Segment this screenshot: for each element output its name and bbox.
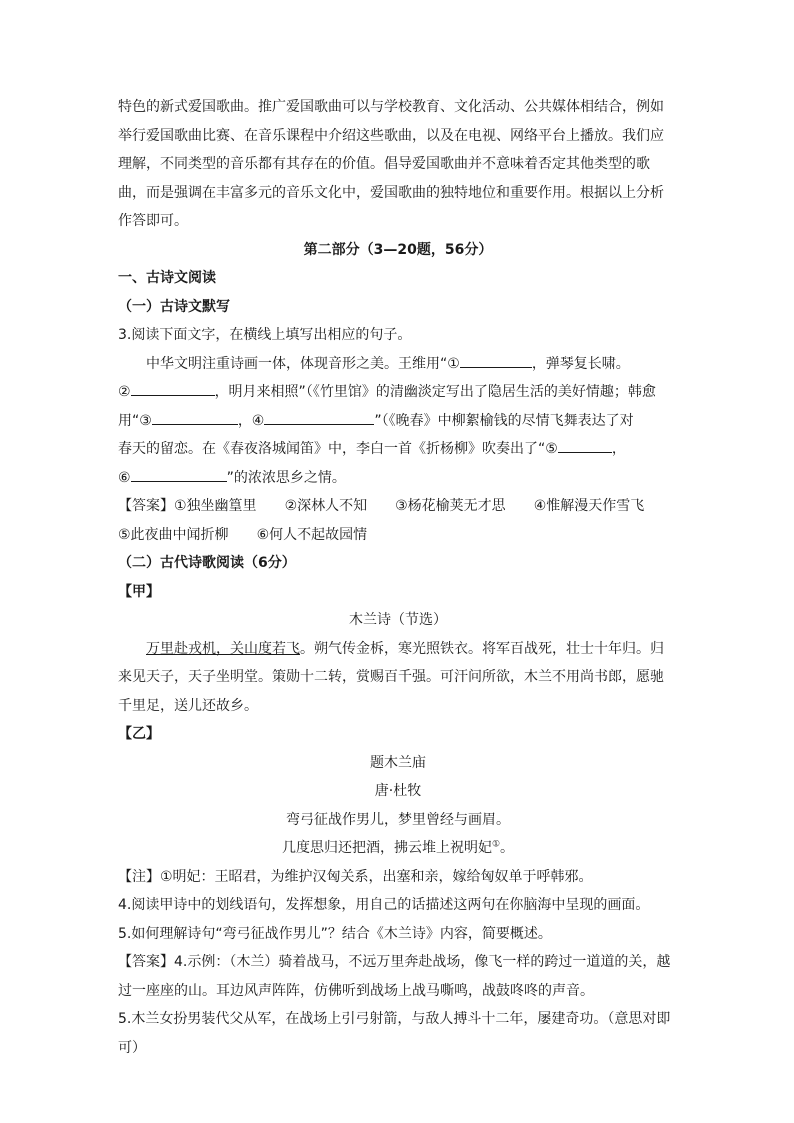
answer45-line: 【答案】4.示例：（木兰）骑着战马，不远万里奔赴战场，像飞一样的跨过一道道的关，越: [118, 954, 671, 970]
q3-text: ”（《晚春》中柳絮榆钱的尽情飞舞表达了对: [374, 412, 634, 429]
q3-text: ，明月来相照”（《竹里馆》的清幽淡定写出了隐居生活的美好情趣；韩愈: [214, 384, 656, 400]
poem2-line: [118, 834, 678, 863]
poem1-line: 来见天子，天子坐明堂。策勋十二转，赏赐百千强。可汗问所欲，木兰不用尚书郎，愿驰: [118, 669, 664, 685]
q3-line: [118, 378, 678, 407]
q3-text: ②: [118, 384, 131, 400]
poem2-author: 唐·杜牧: [374, 783, 422, 799]
q3-text: 春天的留恋。在《春夜洛城闻笛》中，李白一首《折杨柳》吹奏出了“⑤: [118, 441, 558, 457]
poem1-line: 千里足，送儿还故乡。: [118, 697, 258, 714]
poem2-text: 几度思归还把酒，拂云堆上祝明妃: [281, 840, 492, 856]
answer-label: 【答案】: [118, 498, 174, 514]
fill-blank-3: [152, 409, 238, 425]
q3-text: 用“③: [118, 412, 152, 429]
q3-line: [118, 350, 678, 379]
q3-line: [118, 464, 678, 493]
q3-text: ，: [611, 441, 626, 457]
answer-item: ⑥何人不起故园情: [256, 526, 368, 543]
q3-text: ，④: [237, 412, 265, 429]
answer-item: ①独坐幽篁里: [174, 498, 257, 514]
poem2-line: 弯弓征战作男儿，梦里曾经与画眉。: [286, 811, 510, 828]
intro-line: 理解，不同类型的音乐都有其存在的价值。倡导爱国歌曲并不意味着否定其他类型的歌: [118, 156, 650, 172]
intro-line: 曲，而是强调在丰富多元的音乐文化中，爱国歌曲的独特地位和重要作用。根据以上分析: [118, 184, 664, 201]
fill-blank-5: [558, 437, 612, 453]
fill-blank-4: [264, 409, 374, 425]
section1-title: 一、古诗文阅读: [118, 270, 216, 286]
fill-blank-2: [131, 380, 215, 396]
q4-prompt: 4.阅读甲诗中的划线语句，发挥想象，用自己的话描述这两句在你脑海中呈现的画面。: [118, 897, 650, 913]
footnote-mark: ①: [491, 839, 501, 850]
q5-prompt: 5.如何理解诗句“弯弓征战作男儿”？结合《木兰诗》内容，简要概述。: [118, 925, 552, 942]
answer-item: ⑤此夜曲中闻折柳: [118, 526, 229, 543]
note-line: 【注】①明妃：王昭君，为维护汉匈关系，出塞和亲，嫁给匈奴单于呼韩邪。: [118, 868, 593, 885]
q3-text: 中华文明注重诗画一体，体现音形之美。王维用“①: [146, 355, 460, 372]
q3-text: ，弹琴复长啸。: [531, 355, 630, 372]
answer3-line: [118, 492, 678, 521]
poem1-line: [118, 635, 678, 664]
answer-item: ②深林人不知: [284, 498, 368, 514]
q3-text: ”的浓浓思乡之情。: [226, 469, 346, 486]
answer45-line: 可）: [118, 1039, 146, 1056]
poem1-title: 木兰诗（节选）: [349, 612, 447, 628]
answer45-line: 过一座座的山。耳边风声阵阵，仿佛听到战场上战马嘶鸣，战鼓咚咚的声音。: [118, 982, 594, 999]
poem2-title: 题木兰庙: [370, 754, 426, 771]
fill-blank-1: [460, 352, 532, 368]
intro-line: 作答即可。: [118, 213, 188, 229]
poem2-text: 。: [500, 840, 515, 856]
poem1-text: 。朔气传金柝，寒光照铁衣。将军百战死，壮士十年归。归: [300, 640, 664, 657]
answer3-line: [118, 521, 678, 550]
part2-title: 第二部分（3—20题，56分）: [303, 241, 493, 258]
answer45-line: 5.木兰女扮男装代父从军，在战场上引弓射箭，与敌人搏斗十二年，屡建奇功。（意思对即: [118, 1011, 671, 1027]
jia-label: 【甲】: [118, 583, 160, 600]
yi-label: 【乙】: [118, 726, 160, 742]
q3-line: [118, 435, 678, 464]
sub1-title: （一）古诗文默写: [118, 298, 230, 315]
q3-prompt: 3.阅读下面文字，在横线上填写出相应的句子。: [118, 327, 412, 343]
answer-item: ③杨花榆荚无才思: [395, 498, 506, 514]
underlined-verse: 万里赴戎机，关山度若飞: [146, 640, 300, 657]
document-body: [118, 93, 678, 1062]
answer-item: ④惟解漫天作雪飞: [533, 498, 645, 514]
q3-text: ⑥: [118, 469, 131, 486]
intro-line: 特色的新式爱国歌曲。推广爱国歌曲可以与学校教育、文化活动、公共媒体相结合，例如: [118, 99, 664, 115]
q3-line: [118, 407, 678, 436]
fill-blank-6: [131, 466, 227, 482]
intro-line: 举行爱国歌曲比赛、在音乐课程中介绍这些歌曲，以及在电视、网络平台上播放。我们应: [118, 127, 664, 144]
sub2-title: （二）古代诗歌阅读（6分）: [118, 555, 296, 571]
